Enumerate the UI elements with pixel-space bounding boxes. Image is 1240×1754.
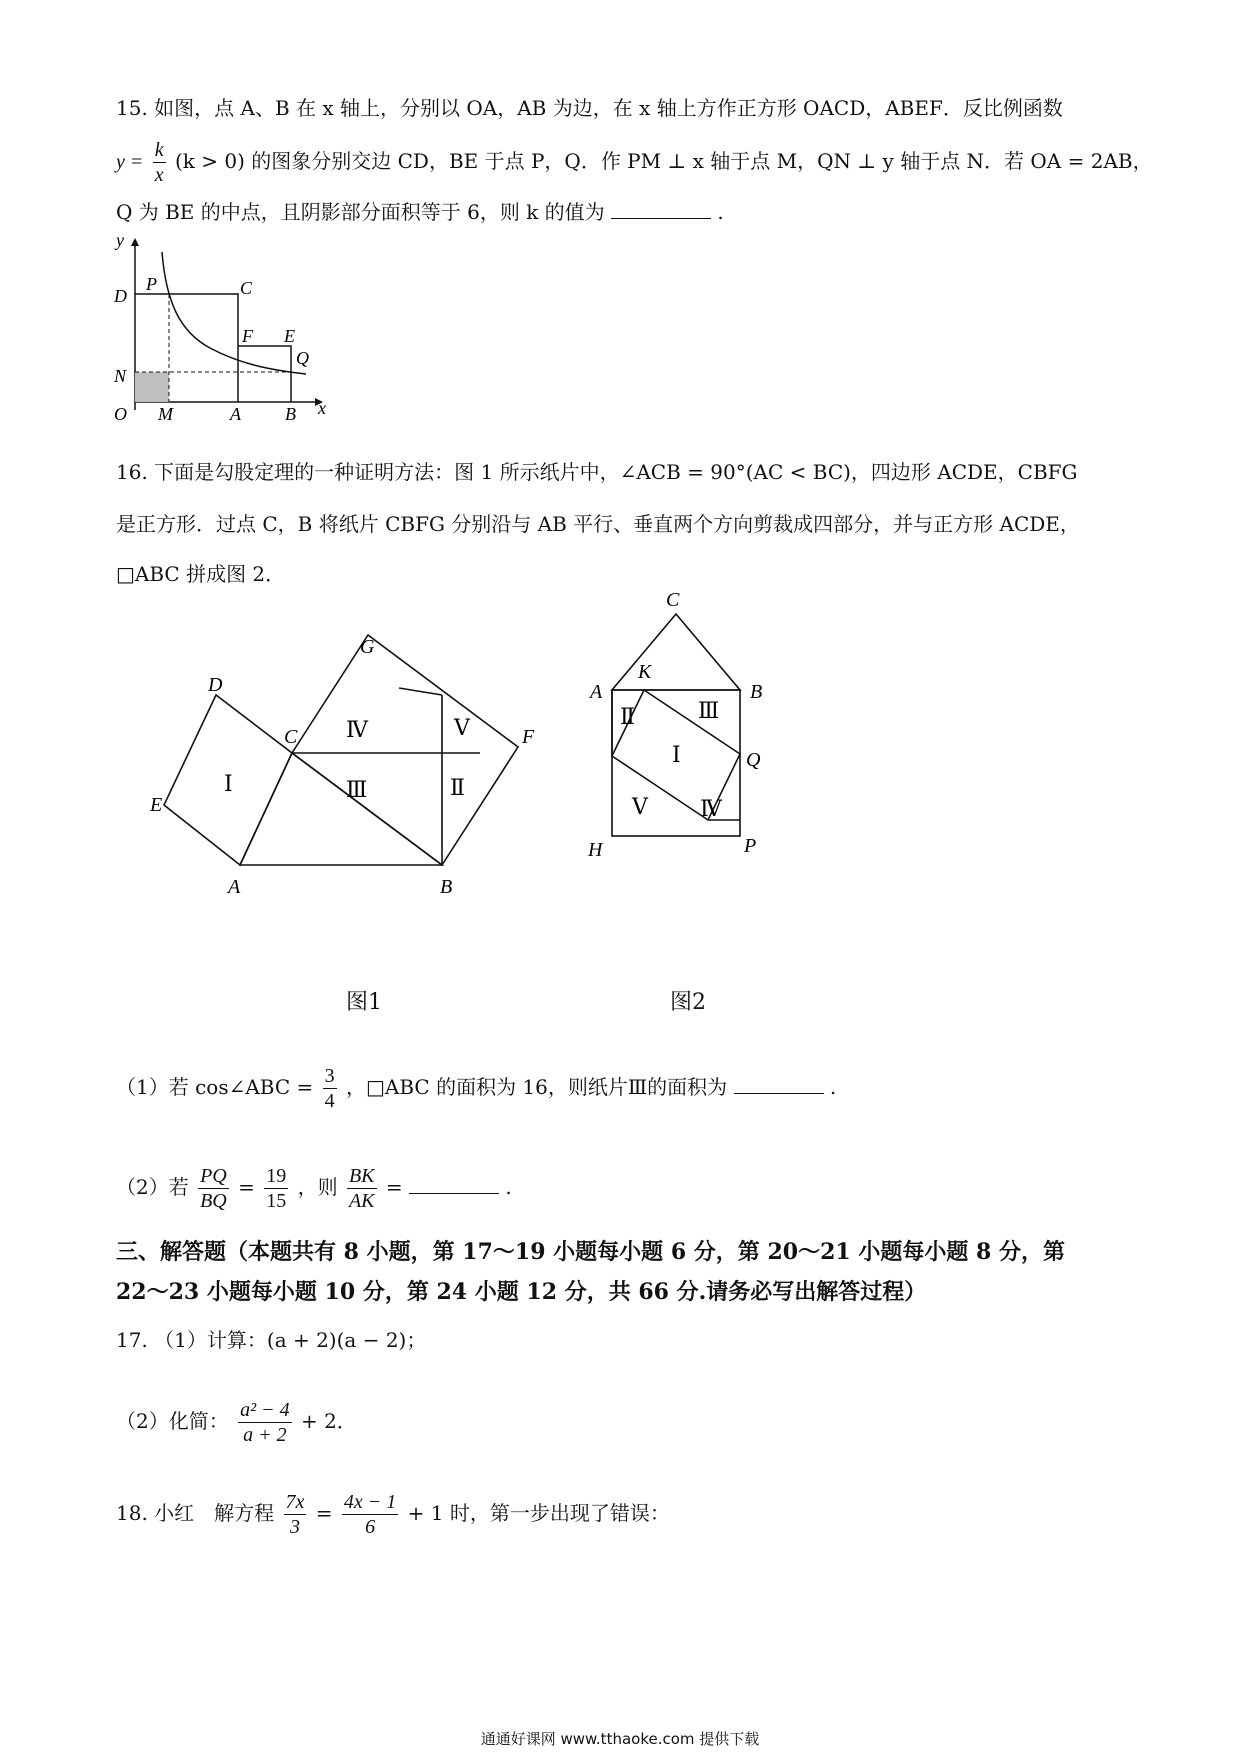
f2-label-a: A	[590, 681, 603, 703]
f1-label-a: A	[228, 876, 241, 898]
shaded-region	[135, 372, 169, 402]
q16-p2-frac3	[347, 1164, 377, 1213]
q18-frac2	[342, 1490, 398, 1539]
q16-p2-den2: 15	[266, 1190, 287, 1212]
label-y: y	[116, 230, 124, 250]
q18-num1: 7x	[285, 1491, 305, 1513]
q16-line2: 是正方形．过点 C，B 将纸片 CBFG 分别沿与 AB 平行、垂直两个方向剪裁成四部分，并与正方形 ACDE，	[116, 512, 1080, 536]
q18-num2: 4x − 1	[343, 1491, 397, 1513]
q15-line3-text: Q 为 BE 的中点，且阴影部分面积等于 6，则 k 的值为	[116, 200, 605, 224]
label-m: M	[158, 404, 173, 424]
q18-den1: 3	[289, 1516, 300, 1538]
q16-p2-answer-blank[interactable]	[409, 1173, 499, 1194]
y-axis-arrow	[131, 238, 139, 246]
hyperbola-curve	[162, 252, 306, 374]
label-o: O	[114, 404, 127, 424]
q18-pre: 18. 小红 解方程	[116, 1501, 275, 1525]
q16-p2-end: .	[505, 1175, 512, 1199]
q15-frac-num: k	[154, 139, 164, 161]
q15-y-equals: y =	[116, 151, 144, 173]
q16-p1-frac	[323, 1064, 337, 1113]
f1-piece-iii: Ⅲ	[346, 777, 368, 802]
q17-p2-frac	[238, 1398, 292, 1447]
q16-p1-answer-blank[interactable]	[734, 1073, 824, 1094]
q15-frac-den: x	[154, 164, 164, 186]
q15-line2-text: (k > 0) 的图象分别交边 CD，BE 于点 P，Q．作 PM ⊥ x 轴于点 M，QN ⊥ y 轴于点 N．若 OA = 2AB，	[174, 149, 1153, 173]
q15-line2	[116, 138, 1153, 187]
f2-piece-ii: Ⅱ	[620, 704, 635, 729]
section3-heading-line1: 三、解答题（本题共有 8 小题，第 17～19 小题每小题 6 分，第 20～21 小题每小题 8 分，第	[116, 1239, 1065, 1265]
q16-p2-den3: AK	[348, 1190, 375, 1212]
f1-label-b: B	[440, 876, 453, 898]
f1-label-d: D	[208, 674, 223, 696]
caption-fig2: 图2	[670, 990, 706, 1015]
q16-p2-eq: =	[238, 1175, 255, 1199]
cut-edge	[399, 688, 442, 695]
q16-part2	[116, 1164, 512, 1213]
q16-p1-num: 3	[324, 1065, 335, 1087]
q16-p2-mid: ，则	[297, 1175, 338, 1199]
q16-p1-pre: （1）若 cos∠ABC =	[116, 1075, 314, 1099]
q15-fraction	[153, 138, 166, 187]
section3-heading-line2: 22～23 小题每小题 10 分，第 24 小题 12 分，共 66 分.请务必写出解答过程）	[116, 1279, 927, 1305]
page-footer: 通通好课网 www.tthaoke.com 提供下载	[480, 1730, 760, 1748]
f1-piece-v: Ⅴ	[454, 715, 470, 740]
label-a: A	[230, 404, 241, 424]
triangle-abc-f2	[612, 614, 740, 690]
label-p: P	[146, 274, 157, 294]
q16-p2-num2: 19	[266, 1165, 287, 1187]
q16-p2-num3: BK	[348, 1165, 375, 1187]
f2-piece-v: Ⅴ	[632, 794, 648, 819]
caption-fig1: 图1	[346, 990, 382, 1015]
f2-label-q: Q	[746, 749, 761, 771]
q15-figure	[100, 232, 360, 442]
q16-p2-frac1	[198, 1164, 229, 1213]
q16-p1-post: ，□ABC 的面积为 16，则纸片Ⅲ的面积为	[346, 1075, 728, 1099]
q16-line1: 16. 下面是勾股定理的一种证明方法：图 1 所示纸片中，∠ACB = 90°(AC < BC)，四边形 ACDE，CBFG	[116, 460, 1078, 484]
q15-line3-end: .	[717, 200, 724, 224]
q18-eq: =	[315, 1501, 333, 1525]
q17-p2-den: a + 2	[243, 1424, 287, 1446]
f2-piece-i: Ⅰ	[672, 742, 681, 767]
f1-label-e: E	[150, 794, 163, 816]
q16-part1	[116, 1064, 836, 1113]
f2-label-b: B	[750, 681, 763, 703]
triangle-abc	[240, 753, 442, 865]
q16-p2-den1: BQ	[200, 1190, 227, 1212]
q16-figure1	[150, 625, 570, 898]
q17-p2-post: + 2．	[300, 1409, 357, 1433]
q16-figure2	[580, 590, 820, 890]
square-cbfg	[292, 635, 518, 865]
f1-label-g: G	[360, 636, 375, 658]
f1-label-f: F	[522, 726, 535, 748]
q18-den2: 6	[365, 1516, 376, 1538]
q16-line3: □ABC 拼成图 2．	[116, 562, 286, 586]
f1-piece-i: Ⅰ	[224, 771, 233, 796]
label-f: F	[242, 326, 253, 346]
q17-part1: 17. （1）计算：(a + 2)(a − 2)；	[116, 1328, 427, 1352]
q18-post: + 1 时，第一步出现了错误：	[407, 1501, 670, 1525]
q15-answer-blank[interactable]	[611, 198, 711, 219]
label-c: C	[240, 278, 253, 298]
q16-p1-den: 4	[324, 1090, 335, 1112]
label-b: B	[285, 404, 296, 424]
label-e: E	[284, 326, 295, 346]
q16-p2-post: =	[385, 1175, 403, 1199]
label-q: Q	[296, 348, 309, 368]
f2-label-h: H	[588, 839, 603, 861]
q17-part2	[116, 1398, 357, 1447]
label-x: x	[318, 398, 326, 418]
q18-frac1	[284, 1490, 307, 1539]
q15-line1: 15. 如图，点 A、B 在 x 轴上，分别以 OA，AB 为边，在 x 轴上方作正方形 OACD，ABEF．反比例函数	[116, 96, 1063, 120]
f2-label-k: K	[638, 661, 652, 683]
q15-line3	[116, 198, 724, 226]
label-n: N	[114, 366, 127, 386]
f2-piece-iv: Ⅳ	[700, 796, 722, 821]
q16-p2-num1: PQ	[200, 1165, 227, 1187]
q16-p1-end: .	[829, 1075, 837, 1099]
f2-label-p: P	[744, 835, 757, 857]
f2-piece-iii: Ⅲ	[698, 698, 720, 723]
q18-line	[116, 1490, 670, 1539]
f1-piece-ii: Ⅱ	[450, 775, 465, 800]
f1-piece-iv: Ⅳ	[346, 717, 368, 742]
q16-p2-frac2	[264, 1164, 288, 1213]
q17-p2-num: a² − 4	[240, 1399, 290, 1421]
q16-p2-pre: （2）若	[116, 1175, 189, 1199]
f2-label-c: C	[666, 589, 680, 611]
label-d: D	[114, 286, 127, 306]
q17-p2-pre: （2）化简：	[116, 1409, 229, 1433]
f1-label-c: C	[284, 726, 298, 748]
square-abef	[238, 346, 291, 402]
